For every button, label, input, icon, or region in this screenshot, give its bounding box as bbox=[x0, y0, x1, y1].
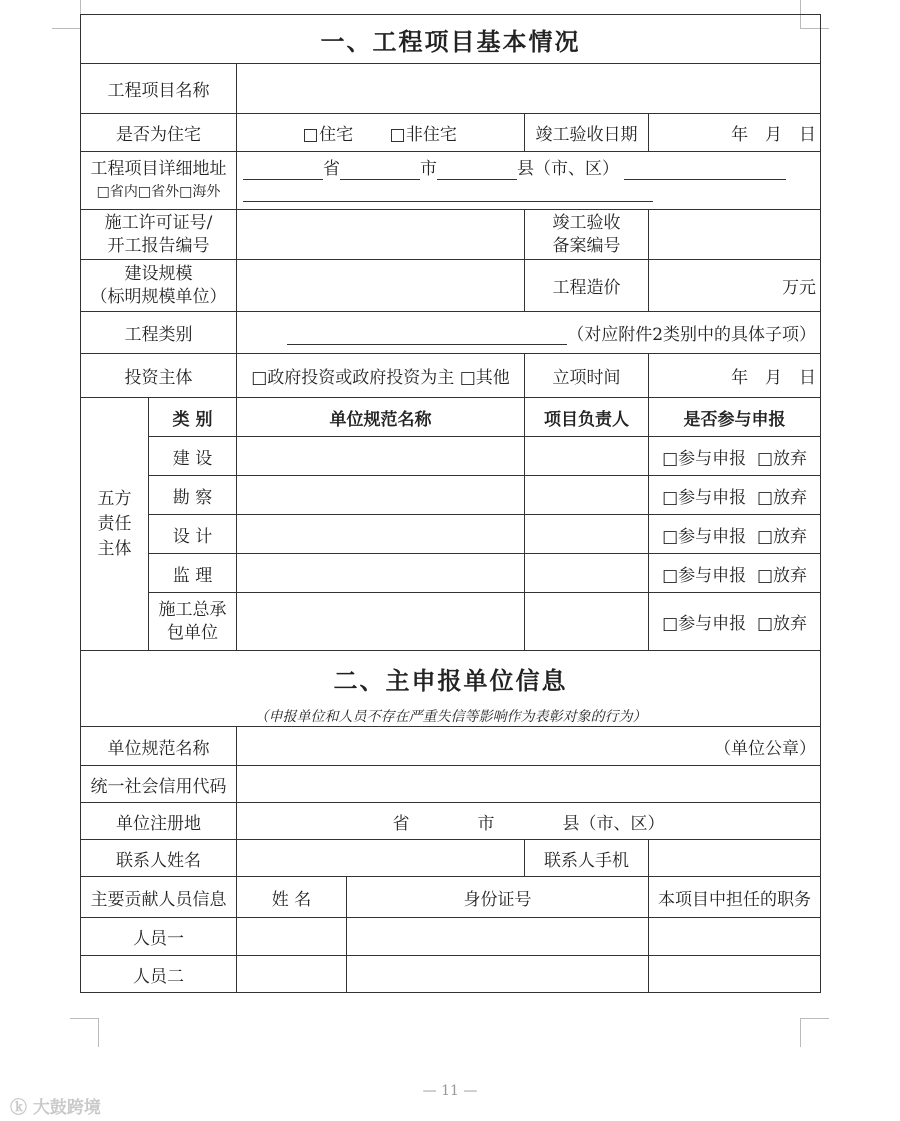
address-label: 工程项目详细地址 bbox=[90, 158, 227, 179]
acceptance-label-line1: 竣工验收 bbox=[552, 212, 621, 233]
scale-label-cell bbox=[81, 260, 237, 312]
project-name-label: 工程项目名称 bbox=[81, 64, 237, 114]
investor-label: 投资主体 bbox=[81, 354, 237, 398]
party-name-text: 施工总承包单位 bbox=[158, 599, 227, 643]
party-row bbox=[81, 554, 821, 593]
city-label: 市 bbox=[420, 158, 437, 179]
party-participate-options bbox=[649, 476, 821, 515]
participate-checkbox[interactable]: □参与申报 bbox=[662, 614, 747, 634]
checkbox-icon bbox=[304, 129, 317, 142]
party-participate-options bbox=[649, 437, 821, 476]
scale-label-line2: （标明规模单位） bbox=[90, 286, 227, 307]
scale-label-line1: 建设规模 bbox=[124, 263, 193, 284]
col-unit-name-header: 单位规范名称 bbox=[237, 398, 525, 437]
acceptance-label-line2: 备案编号 bbox=[552, 235, 621, 256]
scale-field[interactable] bbox=[237, 260, 525, 312]
reg-address-field[interactable]: 省 市 县（市、区） bbox=[237, 803, 821, 840]
permit-label-cell bbox=[81, 210, 237, 260]
watermark bbox=[10, 1093, 101, 1118]
unit-name-label: 单位规范名称 bbox=[81, 727, 237, 766]
party-leader-field[interactable] bbox=[525, 437, 649, 476]
section2-header bbox=[81, 651, 821, 727]
person2-label: 人员二 bbox=[81, 956, 237, 993]
gov-investment-checkbox[interactable]: □政府投资或政府投资为主 bbox=[251, 368, 455, 388]
cost-label: 工程造价 bbox=[525, 260, 649, 312]
contributors-label: 主要贡献人员信息 bbox=[81, 877, 237, 918]
page-number: — 11 — bbox=[422, 1083, 478, 1099]
five-parties-text: 五方责任主体 bbox=[97, 488, 132, 559]
residential-option-label: 住宅 bbox=[319, 125, 354, 145]
col-participate-header: 是否参与申报 bbox=[649, 398, 821, 437]
person-row bbox=[81, 918, 821, 956]
party-participate-options bbox=[649, 515, 821, 554]
col-role-header: 本项目中担任的职务 bbox=[649, 877, 821, 918]
party-row bbox=[81, 515, 821, 554]
county-blank[interactable] bbox=[437, 161, 517, 180]
participate-checkbox[interactable]: □参与申报 bbox=[662, 526, 747, 547]
party-leader-field[interactable] bbox=[525, 554, 649, 593]
person-id-field[interactable] bbox=[347, 918, 649, 956]
residential-options bbox=[237, 114, 525, 152]
party-participate-options bbox=[649, 554, 821, 593]
province-blank[interactable] bbox=[243, 161, 323, 180]
party-row bbox=[81, 593, 821, 651]
crop-mark-bottom-left bbox=[70, 1018, 99, 1047]
section2-title: 二、主申报单位信息 bbox=[333, 667, 568, 695]
address-second-line[interactable] bbox=[243, 183, 653, 202]
project-name-field[interactable] bbox=[237, 64, 821, 114]
contact-phone-label: 联系人手机 bbox=[525, 840, 649, 877]
party-unit-field[interactable] bbox=[237, 593, 525, 651]
address-scope-options[interactable]: □省内□省外□海外 bbox=[96, 183, 221, 200]
abandon-checkbox[interactable]: □放弃 bbox=[756, 448, 807, 469]
unit-name-field[interactable]: （单位公章） bbox=[237, 727, 821, 766]
party-leader-field[interactable] bbox=[525, 476, 649, 515]
party-name bbox=[149, 593, 237, 651]
residential-checkbox[interactable] bbox=[304, 125, 353, 145]
person-role-field[interactable] bbox=[649, 918, 821, 956]
other-investment-checkbox[interactable]: □其他 bbox=[459, 368, 510, 388]
person-role-field[interactable] bbox=[649, 956, 821, 993]
crop-mark-bottom-right bbox=[800, 1018, 829, 1047]
abandon-checkbox[interactable]: □放弃 bbox=[756, 614, 807, 634]
section1-title: 一、工程项目基本情况 bbox=[81, 15, 821, 64]
non-residential-option-label: 非住宅 bbox=[405, 125, 457, 145]
party-name: 设 计 bbox=[149, 515, 237, 554]
participate-checkbox[interactable]: □参与申报 bbox=[662, 487, 747, 508]
participate-checkbox[interactable]: □参与申报 bbox=[662, 565, 747, 586]
party-unit-field[interactable] bbox=[237, 554, 525, 593]
party-name: 勘 察 bbox=[149, 476, 237, 515]
abandon-checkbox[interactable]: □放弃 bbox=[756, 565, 807, 586]
person-id-field[interactable] bbox=[347, 956, 649, 993]
reg-address-label: 单位注册地 bbox=[81, 803, 237, 840]
credit-code-label: 统一社会信用代码 bbox=[81, 766, 237, 803]
party-name: 监 理 bbox=[149, 554, 237, 593]
person-name-field[interactable] bbox=[237, 956, 347, 993]
completion-date-field[interactable]: 年 月 日 bbox=[649, 114, 821, 152]
party-leader-field[interactable] bbox=[525, 593, 649, 651]
address-label-cell bbox=[81, 152, 237, 210]
category-label: 工程类别 bbox=[81, 312, 237, 354]
party-participate-options bbox=[649, 593, 821, 651]
category-blank[interactable] bbox=[287, 326, 567, 345]
col-name-header: 姓 名 bbox=[237, 877, 347, 918]
approval-time-label: 立项时间 bbox=[525, 354, 649, 398]
permit-label-line1: 施工许可证号/ bbox=[104, 212, 213, 233]
address-detail-blank[interactable] bbox=[624, 161, 786, 180]
party-leader-field[interactable] bbox=[525, 515, 649, 554]
party-unit-field[interactable] bbox=[237, 437, 525, 476]
col-id-header: 身份证号 bbox=[347, 877, 649, 918]
address-field[interactable] bbox=[237, 152, 821, 210]
non-residential-checkbox[interactable] bbox=[391, 125, 457, 145]
acceptance-number-field[interactable] bbox=[649, 210, 821, 260]
watermark-logo-icon: ⓚ bbox=[10, 1098, 27, 1118]
contact-name-label: 联系人姓名 bbox=[81, 840, 237, 877]
contact-name-field[interactable] bbox=[237, 840, 525, 877]
contact-phone-field[interactable] bbox=[649, 840, 821, 877]
col-leader-header: 项目负责人 bbox=[525, 398, 649, 437]
participate-checkbox[interactable]: □参与申报 bbox=[662, 448, 747, 469]
person1-label: 人员一 bbox=[81, 918, 237, 956]
application-form-table bbox=[80, 14, 821, 993]
five-parties-label bbox=[81, 398, 149, 651]
city-blank[interactable] bbox=[340, 161, 420, 180]
approval-time-field[interactable]: 年 月 日 bbox=[649, 354, 821, 398]
county-label: 县（市、区） bbox=[517, 158, 619, 179]
party-name: 建 设 bbox=[149, 437, 237, 476]
person-row bbox=[81, 956, 821, 993]
section2-note: （申报单位和人员不存在严重失信等影响作为表彰对象的行为） bbox=[254, 709, 647, 725]
province-label: 省 bbox=[323, 158, 340, 179]
investor-options bbox=[237, 354, 525, 398]
party-unit-field[interactable] bbox=[237, 515, 525, 554]
party-row bbox=[81, 437, 821, 476]
watermark-text: 大鼓跨境 bbox=[32, 1098, 101, 1118]
category-field[interactable] bbox=[237, 312, 821, 354]
cost-field[interactable]: 万元 bbox=[649, 260, 821, 312]
completion-date-label: 竣工验收日期 bbox=[525, 114, 649, 152]
person-name-field[interactable] bbox=[237, 918, 347, 956]
permit-label-line2: 开工报告编号 bbox=[107, 235, 210, 256]
acceptance-label-cell bbox=[525, 210, 649, 260]
crop-mark-top-left bbox=[52, 0, 81, 29]
abandon-checkbox[interactable]: □放弃 bbox=[756, 526, 807, 547]
is-residential-label: 是否为住宅 bbox=[81, 114, 237, 152]
col-category-header: 类 别 bbox=[149, 398, 237, 437]
category-note: （对应附件2类别中的具体子项） bbox=[567, 325, 817, 345]
checkbox-icon bbox=[391, 129, 404, 142]
party-unit-field[interactable] bbox=[237, 476, 525, 515]
credit-code-field[interactable] bbox=[237, 766, 821, 803]
abandon-checkbox[interactable]: □放弃 bbox=[756, 487, 807, 508]
permit-field[interactable] bbox=[237, 210, 525, 260]
party-row bbox=[81, 476, 821, 515]
